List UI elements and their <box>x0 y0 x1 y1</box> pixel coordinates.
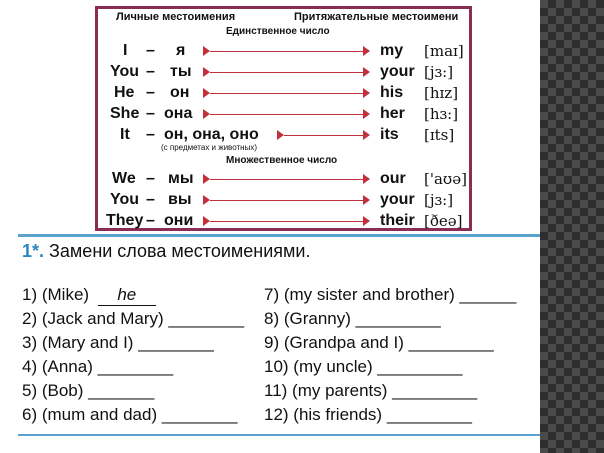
dash: – <box>146 212 155 229</box>
possessive-pronoun: my <box>380 42 404 59</box>
dash: – <box>146 126 155 143</box>
transcription: ['aʊə] <box>424 170 467 188</box>
arrow-start-icon <box>203 109 210 119</box>
arrow-line <box>210 221 363 222</box>
russian-pronoun: они <box>164 212 194 229</box>
checkerboard-background <box>540 0 604 453</box>
task-number: 1*. <box>22 241 45 261</box>
dash: – <box>146 170 155 187</box>
arrow-head-icon <box>363 67 370 77</box>
plural-label: Множественное число <box>226 155 338 166</box>
exercise-item: 12) (his friends) _________ <box>264 405 472 424</box>
exercise-item: 5) (Bob) _______ <box>22 381 155 400</box>
exercise-item <box>22 285 156 306</box>
english-pronoun: You <box>110 191 140 208</box>
english-pronoun: It <box>120 126 130 143</box>
exercise-prompt: 1) (Mike) <box>22 285 90 304</box>
dash: – <box>146 63 155 80</box>
arrow-start-icon <box>277 130 284 140</box>
russian-pronoun: он <box>170 84 190 101</box>
possessive-pronoun: your <box>380 63 415 80</box>
transcription: [jɜ:] <box>424 191 454 209</box>
possessive-pronoun: their <box>380 212 415 229</box>
exercise-item: 4) (Anna) ________ <box>22 357 174 376</box>
pronoun-row <box>98 84 469 104</box>
answer-blank <box>98 285 156 306</box>
note-objects-animals: (с предметах и животных) <box>161 143 257 152</box>
bottom-divider <box>18 434 540 436</box>
dash: – <box>146 84 155 101</box>
arrow-start-icon <box>203 67 210 77</box>
exercise-item: 2) (Jack and Mary) ________ <box>22 309 245 328</box>
exercise-item: 9) (Grandpa and I) _________ <box>264 333 494 352</box>
dash: – <box>146 191 155 208</box>
pronoun-row <box>98 105 469 125</box>
transcription: [ɪts] <box>424 126 455 144</box>
task-instruction: Замени слова местоимениями. <box>49 241 311 261</box>
arrow-start-icon <box>203 195 210 205</box>
possessive-pronoun: his <box>380 84 404 101</box>
english-pronoun: We <box>112 170 136 187</box>
russian-pronoun: ты <box>170 63 192 80</box>
arrow-head-icon <box>363 109 370 119</box>
english-pronoun: You <box>110 63 140 80</box>
arrow-head-icon <box>363 46 370 56</box>
transcription: [hɪz] <box>424 84 459 102</box>
english-pronoun: She <box>110 105 140 122</box>
arrow-line <box>210 179 363 180</box>
arrow-line <box>210 200 363 201</box>
transcription: [ðeə] <box>424 212 463 230</box>
singular-label: Единственное число <box>226 26 330 37</box>
pronoun-row <box>98 126 469 146</box>
arrow-head-icon <box>363 174 370 184</box>
dash: – <box>146 42 155 59</box>
exercise-item: 6) (mum and dad) ________ <box>22 405 238 424</box>
arrow-head-icon <box>363 216 370 226</box>
exercise-item: 8) (Granny) _________ <box>264 309 441 328</box>
russian-pronoun: мы <box>168 170 194 187</box>
arrow-head-icon <box>363 88 370 98</box>
header-possessive-pronouns: Притяжательные местоимени <box>294 11 459 23</box>
arrow-start-icon <box>203 174 210 184</box>
pronoun-row <box>98 42 469 62</box>
russian-pronoun: вы <box>168 191 192 208</box>
dash: – <box>146 105 155 122</box>
arrow-start-icon <box>203 46 210 56</box>
pronoun-row <box>98 170 469 190</box>
exercise-item: 7) (my sister and brother) ______ <box>264 285 517 304</box>
arrow-line <box>284 135 363 136</box>
transcription: [hɜ:] <box>424 105 459 123</box>
english-pronoun: He <box>114 84 135 101</box>
answer-text: he <box>117 285 137 304</box>
arrow-start-icon <box>203 216 210 226</box>
pronoun-row <box>98 63 469 83</box>
arrow-line <box>210 114 363 115</box>
english-pronoun: I <box>123 42 128 59</box>
russian-pronoun: я <box>176 42 186 59</box>
exercise-item: 3) (Mary and I) ________ <box>22 333 214 352</box>
russian-pronoun: он, она, оно <box>164 126 259 143</box>
header-personal-pronouns: Личные местоимения <box>116 11 236 23</box>
arrow-start-icon <box>203 88 210 98</box>
russian-pronoun: она <box>164 105 193 122</box>
exercise-item: 11) (my parents) _________ <box>264 381 478 400</box>
arrow-head-icon <box>363 130 370 140</box>
arrow-line <box>210 72 363 73</box>
exercise-item: 10) (my uncle) _________ <box>264 357 463 376</box>
task-title <box>22 241 310 262</box>
arrow-line <box>210 51 363 52</box>
possessive-pronoun: your <box>380 191 415 208</box>
pronoun-table <box>95 6 472 231</box>
possessive-pronoun: her <box>380 105 405 122</box>
transcription: [jɜ:] <box>424 63 454 81</box>
pronoun-row <box>98 212 469 232</box>
section-divider <box>18 234 540 237</box>
possessive-pronoun: its <box>380 126 399 143</box>
possessive-pronoun: our <box>380 170 406 187</box>
english-pronoun: They <box>106 212 144 229</box>
transcription: [maɪ] <box>424 42 464 60</box>
arrow-head-icon <box>363 195 370 205</box>
pronoun-row <box>98 191 469 211</box>
arrow-line <box>210 93 363 94</box>
